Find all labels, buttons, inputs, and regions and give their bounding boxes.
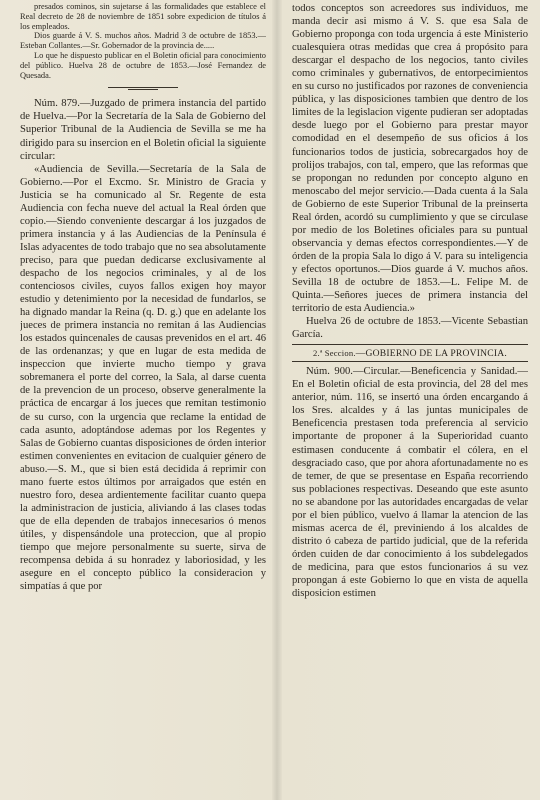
article-879-circular: «Audiencia de Sevilla.—Secretaría de la Sala de Gobierno.—Por el Excmo. Sr. Ministro de Gracia y Justicia se ha comunicado al Sr. Regente de esta Audiencia con fecha nueve del actual la Real órden que copio.—Siendo conveniente descargar á los juzgados de primera instancia y á las Audiencias de la Península é Islas adyacentes de todo trabajo que no sea absolutamente preciso, para que puedan dedicarse exclusivamente al despacho de los negocios criminales, y al de los contenciosos civiles, cuyos fallos exigen hoy mayor estudio y detenimiento por la necesidad de fundarlos, se ha dignado mandar la Reina (q. D. g.) que en adelante los jueces de primera instancia no remitan á las Audiencias los estados quincenales de causas prevenidos en el art. 46 de las ordenanzas; y que en lugar de esta medida de inspeccion que invierte mucho tiempo y grava sobremanera el porte del correo, la Sala, al darse cuenta de la prevencion de un proceso, observe generalmente la práctica de encargar á los jueces que remitan testimonio de su curso, con la urgencia que reclame la entidad de cada asunto, adoptándose ademas por los Regentes y Salas de Gobierno cuantas disposiciones de órden interior estimen convenientes en evitacion de cualquier género de abuso.—S. M., que si bien está decidida á reprimir con mano fuerte estos últimos por arraigados que estén en nuestro foro, desea ardientemente facilitar cuanto quepa la administracion de justicia, aliviando á las clases todas que de ella dependen de trabajos innecesarios ó menos útiles, y dispensándole una proteccion, que al propio tiempo que mejore personalmente su suerte, sirva de recompensa debida á su honradez y laboriosidad, y les asegure en el concepto público la consideracion y simpatías á que por [20, 163, 266, 593]
separator-rule [108, 87, 178, 88]
section-header [292, 344, 528, 362]
article-879-signature: Huelva 26 de octubre de 1853.—Vicente Sebastian García. [292, 316, 528, 341]
left-column [20, 2, 266, 798]
right-column [292, 2, 528, 798]
article-900-text: Núm. 900.—Circular.—Beneficencia y Sanidad.—En el Boletin oficial de esta provincia, del 28 del mes anterior, núm. 116, se insertó una órden encargando á los Sres. alcaldes y á las juntas municipales de Beneficencia prestasen toda preferencia al servicio importante de proponer á la Superioridad cuanto estimasen conducente á combatir el cólera, en el desgraciado caso, que por ahora afortunadamente no es de temer, de que se presentase en España recorriendo sus poblaciones respectivas. Deseando que este asunto no se abandone por las autoridades encargadas de velar por el bien público, vuelvo á llamar la atencion de las mismas acerca de él, previniendo á los alcaldes de distrito ó cabeza de partido judicial, que de la referida órden cuiden de dar conocimiento á los subdelegados de medicina, para que estos funcionarios á su vez propongan á este Gobierno lo que en vista de aquella disposicion estimen [292, 366, 528, 600]
notice-signature: Dios guarde á V. S. muchos años. Madrid 3 de octubre de 1853.—Esteban Collantes.—Sr. Gobernador de la provincia de..... [20, 31, 266, 51]
section-label: 2.ª Seccion. [313, 348, 356, 359]
section-title: —GOBIERNO DE LA PROVINCIA. [355, 348, 507, 360]
notice-text: presados cominos, sin sujetarse á las formalidades que establece el Real decreto de 28 de noviembre de 1851 sobre expedicion de títulos á los empleados. [20, 2, 266, 31]
page-gutter [272, 0, 282, 800]
article-879-intro: Núm. 879.—Juzgado de primera instancia del partido de Huelva.—Por la Secretaría de la Sala de Gobierno del Superior Tribunal de la Audiencia de Sevilla se me ha dirigido para su insercion en el Boletin oficial la siguiente circular: [20, 98, 266, 162]
notice-publication: Lo que he dispuesto publicar en el Boletin oficial para conocimiento del público. Huelva 28 de octubre de 1853.—José Fernandez de Quesada. [20, 50, 266, 80]
article-879-continuation: todos conceptos son acreedores sus individuos, me manda decir asi mismo á V. S. que esa Sala de Gobierno proponga con toda urgencia á este Ministerio cualesquiera otras medidas que crea á propósito para descargar el despacho de los negocios, tanto civiles como criminales y gubernativos, de entorpecimientos en su curso no justificados por razones de conveniencia pública, y las disposiciones tambien que dentro de los limites de la legislacion vigente pudieran ser adoptadas desde luego por el Gobierno para prestar mayor comodidad en el desempeño de sus oficios á los funcionarios todos de justicia, sobrecargados hoy de prolijos trabajos, con tal, empero, que las reformas que se propongan no redunden por concepto alguno en menoscabo del mejor servicio.—Dada cuenta á la Sala de Gobierno de este Superior Tribunal de la preinserta Real órden, acordó su cumplimiento y que se circulase por medio de los Boletines oficiales para su puntual observancia y demas efectos correspondientes.—Y de órden de la propia Sala lo digo á V. para su inteligencia y efectos oportunos.—Dios guarde á V. muchos años. Sevilla 18 de octubre de 1853.—L. Felipe M. de Quinta.—Señores jueces de primera instancia del territorio de esta Audiencia.» [292, 3, 528, 315]
